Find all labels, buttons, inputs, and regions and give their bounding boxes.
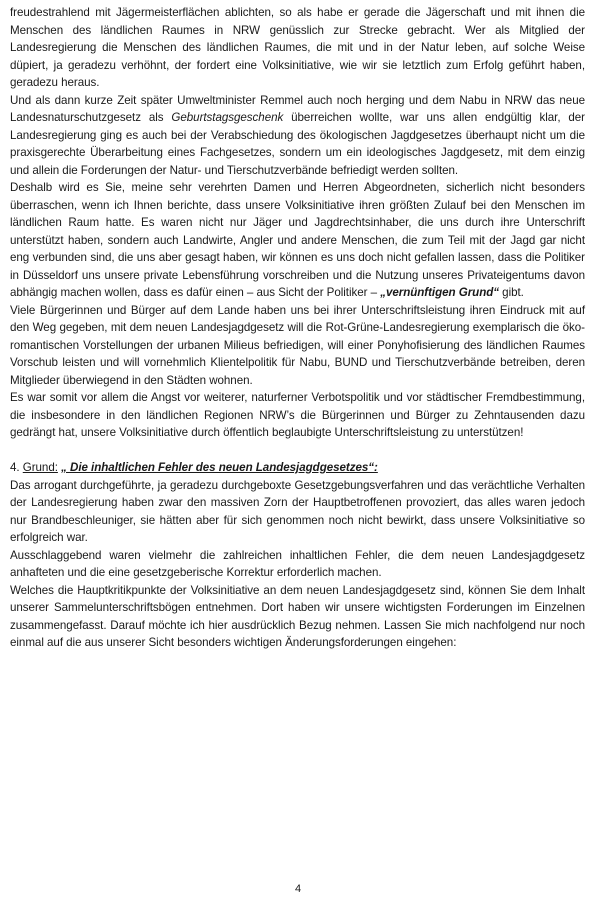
paragraph bbox=[10, 92, 585, 180]
paragraph-text: Viele Bürgerinnen und Bürger auf dem Lande haben uns bei ihrer Unterschriftsleistung ihren Eindruck mit auf den Weg gegeben, mit dem neuen Landesjagdgesetz will die Rot-Grüne-Landesregierung exemplarisch die öko-romantischen Vorstellungen der urbanen Milieus befriedigen, will einer Ponyhofisierung des ländlichen Raumes Vorschub leisten und will vornehmlich Klientelpolitik für Nabu, BUND und Tierschutzverbände betreiben, deren Mitglieder überwiegend in den Städten wohnen. bbox=[10, 303, 585, 387]
paragraph bbox=[10, 582, 585, 652]
paragraph bbox=[10, 179, 585, 302]
paragraph-text: freudestrahlend mit Jägermeisterflächen ablichten, so als habe er gerade die Jägerschaft und mit ihnen die Menschen des ländlichen Raumes in NRW genüsslich zur Strecke gebracht. Wer als Mitglied der Landesregierung die Menschen des ländlichen Raumes, die mit und in der Natur leben, auf solche Weise düpiert, ja geradezu verhöhnt, der fordert eine Volksinitiative, wie wir sie letztlich zum Erfolg geführt haben, geradezu heraus. bbox=[10, 6, 585, 89]
paragraph bbox=[10, 302, 585, 390]
paragraph-text: Deshalb wird es Sie, meine sehr verehrten Damen und Herren Abgeordneten, sicherlich nicht besonders überraschen, wenn ich Ihnen berichte, dass unsere Volksinitiative ihren größten Zulauf bei den Menschen im ländlichen Raum hatte. Es waren nicht nur Jäger und Jagdrechtsinhaber, die uns durch ihre Unterschrift unterstützt haben, sondern auch Landwirte, Angler und andere Menschen, die zum Teil mit der Jagd gar nicht eng verbunden sind, die uns aber gesagt haben, wir können es uns doch nicht gefallen lassen, dass die Politiker in Düsseldorf uns unsere private Lebensführung vorschreiben und die Nutzung unseres Privateigentums davon abhängig machen wollen, dass es dafür einen – aus Sicht der Politiker – bbox=[10, 181, 585, 299]
paragraph-text: überreichen wollte, war uns allen endgültig klar, der Landesregierung ging es auch bei der Verabschiedung des ökologischen Jagdgesetzes überhaupt nicht um die praxisgerechte Überarbeitung eines Fachgesetzes, sondern um ein ideologisches Jagdgesetz, mit dem einzig und allein die Forderungen der Natur- und Tierschutzverbände befriedigt werden sollten. bbox=[10, 111, 585, 177]
paragraph-text: Und als dann kurze Zeit später Umweltminister Remmel auch noch herging und dem Nabu in NRW das neue Landesnaturschutzgesetz als bbox=[10, 93, 585, 124]
paragraph bbox=[10, 389, 585, 442]
section-label: Grund: bbox=[22, 461, 58, 474]
emphasis-text: „vernünftigen Grund“ bbox=[380, 286, 500, 299]
section-number: 4. bbox=[10, 461, 20, 474]
paragraph bbox=[10, 4, 585, 92]
paragraph-text: gibt. bbox=[499, 286, 524, 299]
section-title: „ Die inhaltlichen Fehler des neuen Landesjagdgesetzes“: bbox=[61, 461, 378, 474]
document-body bbox=[10, 4, 585, 652]
paragraph-text: Es war somit vor allem die Angst vor weiterer, naturferner Verbotspolitik und vor städtischer Fremdbestimmung, die insbesondere in den ländlichen Regionen NRW’s die Bürgerinnen und Bürger zu Zehntausenden dazu gedrängt hat, unsere Volksinitiative durch öffentlich beglaubigte Unterschriftsleistung zu unterstützen! bbox=[10, 391, 585, 439]
spacer bbox=[10, 442, 585, 460]
paragraph-text: Das arrogant durchgeführte, ja geradezu durchgeboxte Gesetzgebungsverfahren und das verächtliche Verhalten der Landesregierung haben zwar den massiven Zorn der Hauptbetroffenen provoziert, das alles waren jedoch nur Brandbeschleuniger, sie hätten aber für sich genommen noch nicht bewirkt, dass unsere Volksinitiative so erfolgreich war. bbox=[10, 478, 585, 544]
paragraph-group bbox=[10, 477, 585, 652]
section-heading bbox=[10, 459, 585, 477]
paragraph-text: Welches die Hauptkritikpunkte der Volksinitiative an dem neuen Landesjagdgesetz sind, können Sie dem Inhalt unserer Sammelunterschriftsbögen entnehmen. Dort haben wir unsere wichtigsten Forderungen im Einzelnen zusammengefasst. Darauf möchte ich hier ausdrücklich Bezug nehmen. Lassen Sie mich nachfolgend nur noch einmal auf die aus unserer Sicht besonders wichtigen Änderungsforderungen eingehen: bbox=[10, 583, 585, 649]
paragraph bbox=[10, 547, 585, 582]
paragraph-text: Ausschlaggebend waren vielmehr die zahlreichen inhaltlichen Fehler, die dem neuen Landesjagdgesetz anhafteten und die eine gesetzgeberische Korrektur erforderlich machen. bbox=[10, 548, 585, 579]
page-number: 4 bbox=[294, 883, 302, 895]
paragraph-group bbox=[10, 4, 585, 442]
paragraph bbox=[10, 477, 585, 547]
italic-text: Geburtstagsgeschenk bbox=[171, 111, 284, 124]
